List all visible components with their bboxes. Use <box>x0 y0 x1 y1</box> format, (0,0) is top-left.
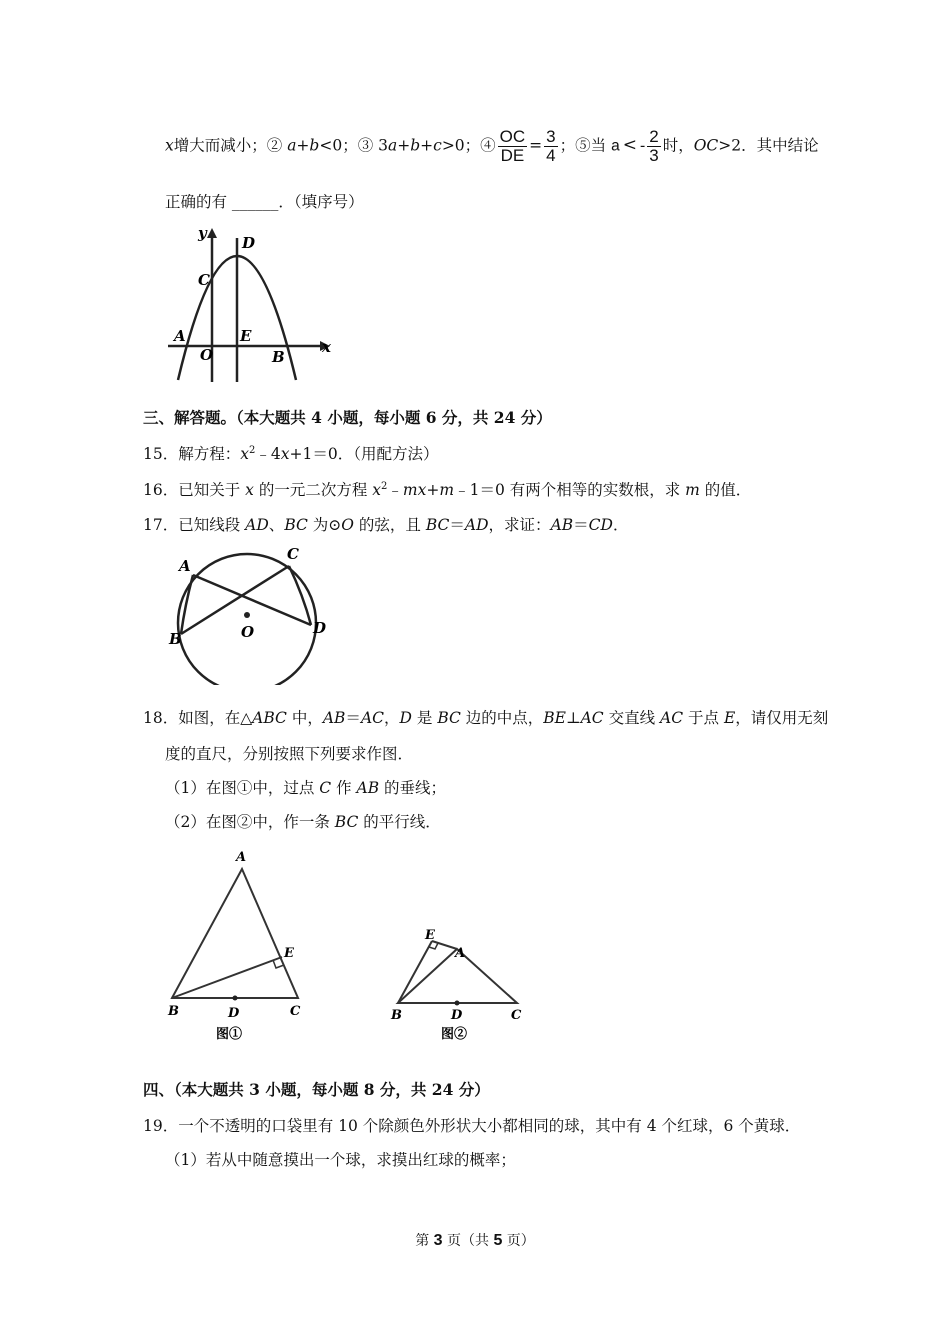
q15: 15．解方程：$x^2﹣4x+1=0$．（用配方法） <box>143 444 439 463</box>
page-footer: 第 3 页（共 5 页） <box>415 1232 535 1249</box>
label-O: O <box>200 346 214 364</box>
total-page-number: 5 <box>493 1232 503 1249</box>
label-D: D <box>451 1008 463 1023</box>
q19-line1: 19．一个不透明的口袋里有 10 个除颜色外形状大小都相同的球，其中有 4 个红球，6 个黄球． <box>143 1117 801 1135</box>
q14-var: x <box>165 136 174 155</box>
label-x: x <box>322 338 331 356</box>
label-C: C <box>511 1008 522 1023</box>
label-D: D <box>242 234 256 252</box>
midpoint-d <box>455 1001 460 1006</box>
circle-figure <box>163 545 338 685</box>
midpoint-d <box>233 996 238 1001</box>
label-C: C <box>290 1004 301 1019</box>
label-A: A <box>455 946 466 961</box>
q14-line1: x增大而减小；② a+b<0；③ 3a+b+c>0；④ $\frac{OC}{DE}$ = $\frac{3}{4}$ ；⑤当 a < - $\frac{2}{3}$ 时，OC>2．其中结论 <box>165 127 819 165</box>
q18-sub1: （1）在图①中，过点 C 作 AB 的垂线； <box>165 779 447 797</box>
current-page-number: 3 <box>433 1232 443 1249</box>
triangle-figure-2 <box>385 925 535 1045</box>
label-A: A <box>174 327 186 345</box>
label-O: O <box>241 623 255 641</box>
label-D: D <box>228 1006 240 1021</box>
label-B: B <box>391 1008 402 1023</box>
fraction-oc-de: $\frac{OC}{DE}$ <box>499 127 526 165</box>
section-3-heading: 三、解答题。（本大题共 4 小题，每小题 6 分，共 24 分） <box>143 408 552 427</box>
fraction-2-3: $\frac{2}{3}$ <box>649 127 659 165</box>
label-B: B <box>169 630 182 648</box>
chord-ad <box>193 575 311 625</box>
section-4-heading: 四、（本大题共 3 小题，每小题 8 分，共 24 分） <box>143 1080 490 1099</box>
caption-fig2: 图② <box>441 1027 468 1042</box>
label-A: A <box>179 557 191 575</box>
label-A: A <box>236 850 247 865</box>
fraction-3-4: $\frac{3}{4}$ <box>546 127 556 165</box>
q18-line1: 18．如图，在△ABC 中，AB＝AC，D 是 BC 边的中点，BE⊥AC 交直线 AC 于点 E，请仅用无刻 <box>143 709 829 727</box>
q14-line2: 正确的有 ______．（填序号） <box>165 193 364 211</box>
parabola-figure <box>160 222 340 387</box>
center-dot <box>244 612 250 618</box>
q17: 17．已知线段 AD、BC 为⊙O 的弦，且 BC＝AD，求证：AB＝CD． <box>143 516 629 534</box>
label-C: C <box>198 271 210 289</box>
label-B: B <box>168 1004 179 1019</box>
label-B: B <box>272 348 285 366</box>
label-E: E <box>240 327 252 345</box>
label-C: C <box>287 545 299 563</box>
segment-ab <box>181 575 193 634</box>
q18-sub2: （2）在图②中，作一条 BC 的平行线． <box>165 813 441 831</box>
caption-fig1: 图① <box>216 1027 243 1042</box>
label-y: y <box>198 224 207 242</box>
q16: 16．已知关于 x 的一元二次方程 $x^2﹣mx+m﹣1=0$ 有两个相等的实数根，求 m 的值． <box>143 480 752 499</box>
label-E: E <box>425 928 435 943</box>
triangle-abc <box>172 869 298 998</box>
y-axis-arrow <box>207 228 217 238</box>
triangle-figure-1 <box>160 845 320 1045</box>
label-D: D <box>313 619 327 637</box>
segment-be <box>172 957 282 998</box>
segment-be <box>398 941 432 1003</box>
label-E: E <box>284 946 294 961</box>
q19-sub1: （1）若从中随意摸出一个球，求摸出红球的概率； <box>165 1151 516 1169</box>
q18-line2: 度的直尺，分别按照下列要求作图． <box>165 745 414 763</box>
